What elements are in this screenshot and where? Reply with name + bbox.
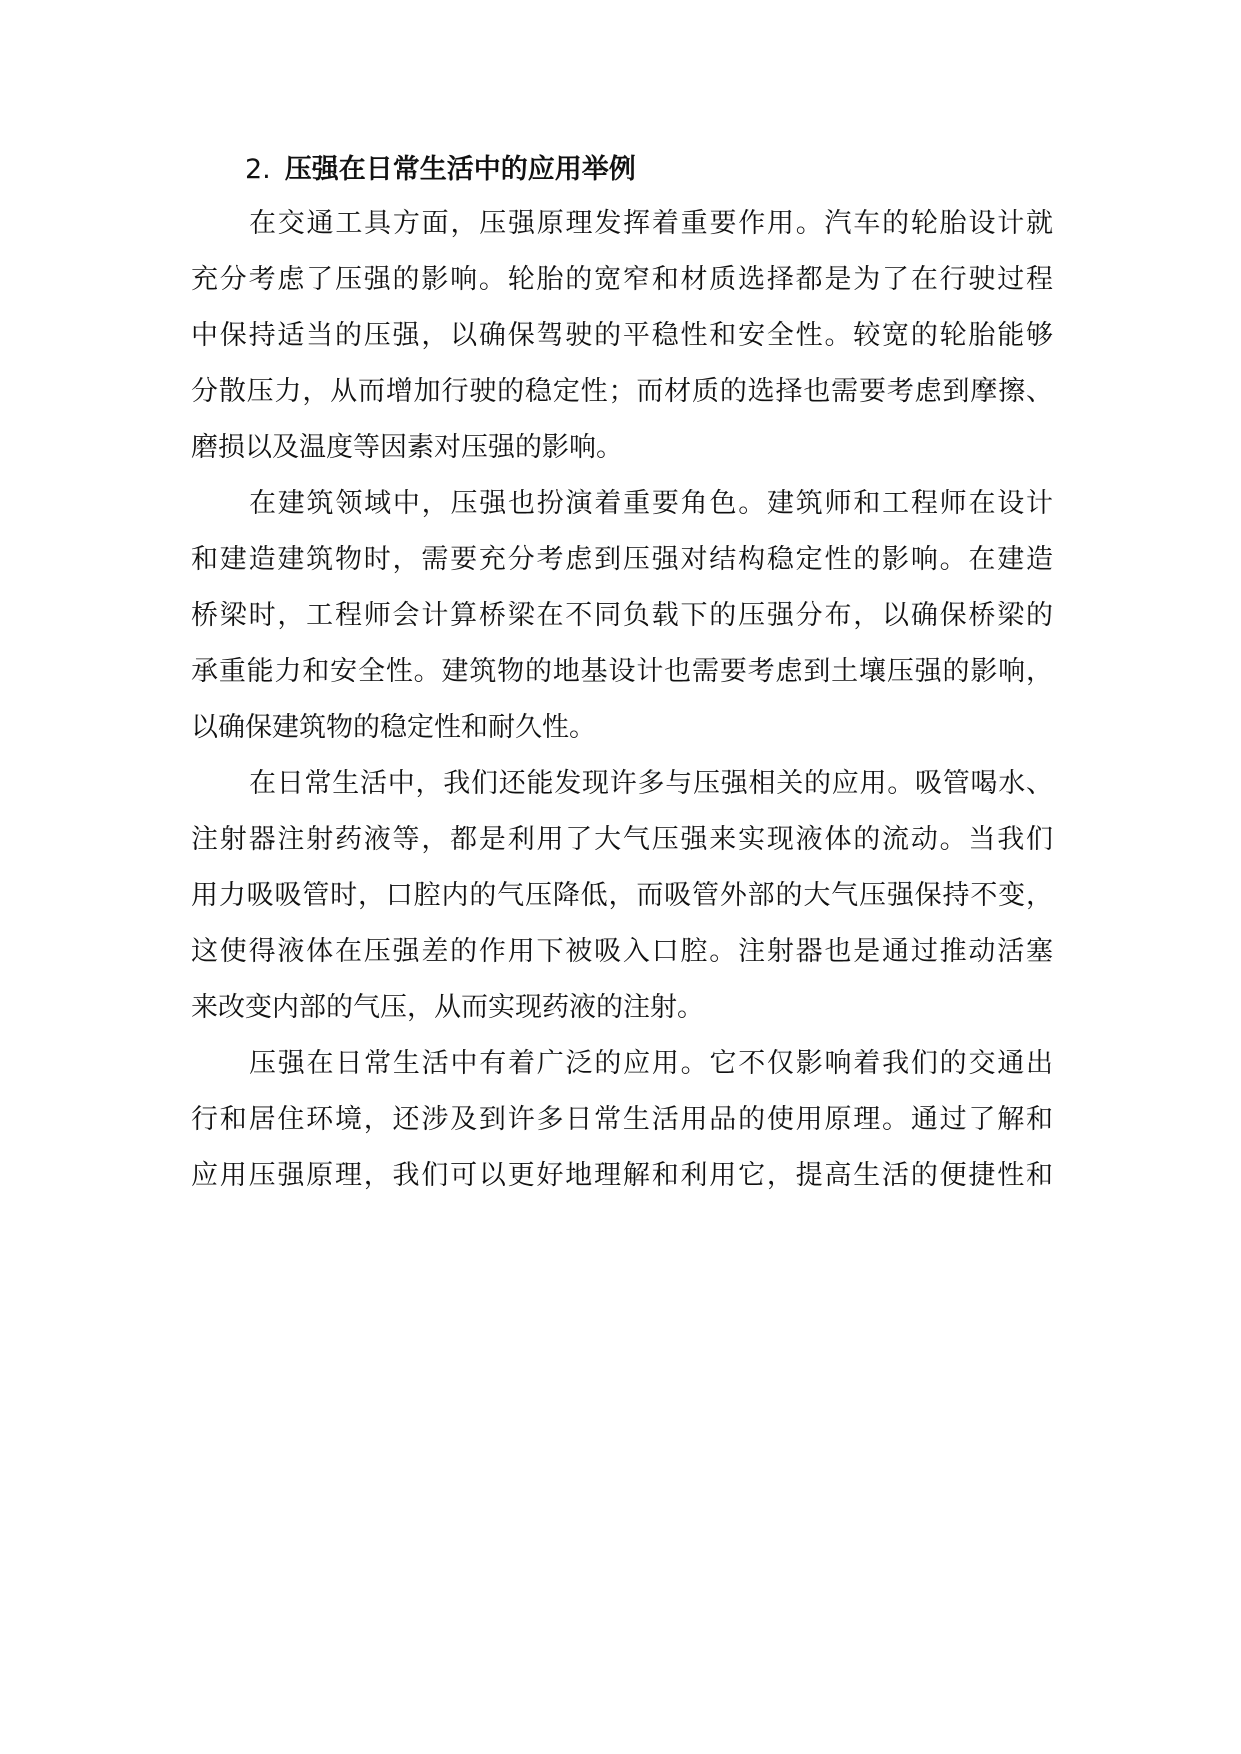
paragraph-architecture xyxy=(191,487,1053,744)
paragraph-daily-life xyxy=(191,767,1053,1024)
paragraph-line: 在交通工具方面，压强原理发挥着重要作用。汽车的轮胎设计就 xyxy=(249,208,1053,239)
paragraph-line: 注射器注射药液等，都是利用了大气压强来实现液体的流动。当我们 xyxy=(191,824,1053,855)
paragraph-line: 行和居住环境，还涉及到许多日常生活用品的使用原理。通过了解和 xyxy=(191,1104,1053,1135)
section-heading xyxy=(245,148,1053,192)
document-body xyxy=(191,148,1053,1192)
paragraph-line: 和建造建筑物时，需要充分考虑到压强对结构稳定性的影响。在建造 xyxy=(191,544,1053,575)
paragraph-line: 桥梁时，工程师会计算桥梁在不同负载下的压强分布，以确保桥梁的 xyxy=(191,600,1053,631)
paragraph-line: 压强在日常生活中有着广泛的应用。它不仅影响着我们的交通出 xyxy=(249,1048,1053,1079)
paragraph-line: 这使得液体在压强差的作用下被吸入口腔。注射器也是通过推动活塞 xyxy=(191,936,1053,967)
paragraph-line: 用力吸吸管时，口腔内的气压降低，而吸管外部的大气压强保持不变， xyxy=(191,880,1053,911)
paragraph-summary xyxy=(191,1047,1053,1192)
paragraph-line: 在日常生活中，我们还能发现许多与压强相关的应用。吸管喝水、 xyxy=(249,768,1053,799)
paragraph-line: 应用压强原理，我们可以更好地理解和利用它，提高生活的便捷性和 xyxy=(191,1160,1053,1191)
paragraph-transport xyxy=(191,207,1053,464)
paragraph-line: 以确保建筑物的稳定性和耐久性。 xyxy=(191,712,596,743)
paragraph-line: 在建筑领域中，压强也扮演着重要角色。建筑师和工程师在设计 xyxy=(249,488,1053,519)
paragraph-line: 充分考虑了压强的影响。轮胎的宽窄和材质选择都是为了在行驶过程 xyxy=(191,264,1053,295)
paragraph-line: 中保持适当的压强，以确保驾驶的平稳性和安全性。较宽的轮胎能够 xyxy=(191,320,1053,351)
section-title: 压强在日常生活中的应用举例 xyxy=(284,154,636,185)
paragraph-line: 来改变内部的气压，从而实现药液的注射。 xyxy=(191,992,704,1023)
paragraph-line: 磨损以及温度等因素对压强的影响。 xyxy=(191,432,623,463)
section-number: 2. xyxy=(245,154,271,185)
paragraph-line: 承重能力和安全性。建筑物的地基设计也需要考虑到土壤压强的影响， xyxy=(191,656,1053,687)
paragraph-line: 分散压力，从而增加行驶的稳定性；而材质的选择也需要考虑到摩擦、 xyxy=(191,376,1053,407)
